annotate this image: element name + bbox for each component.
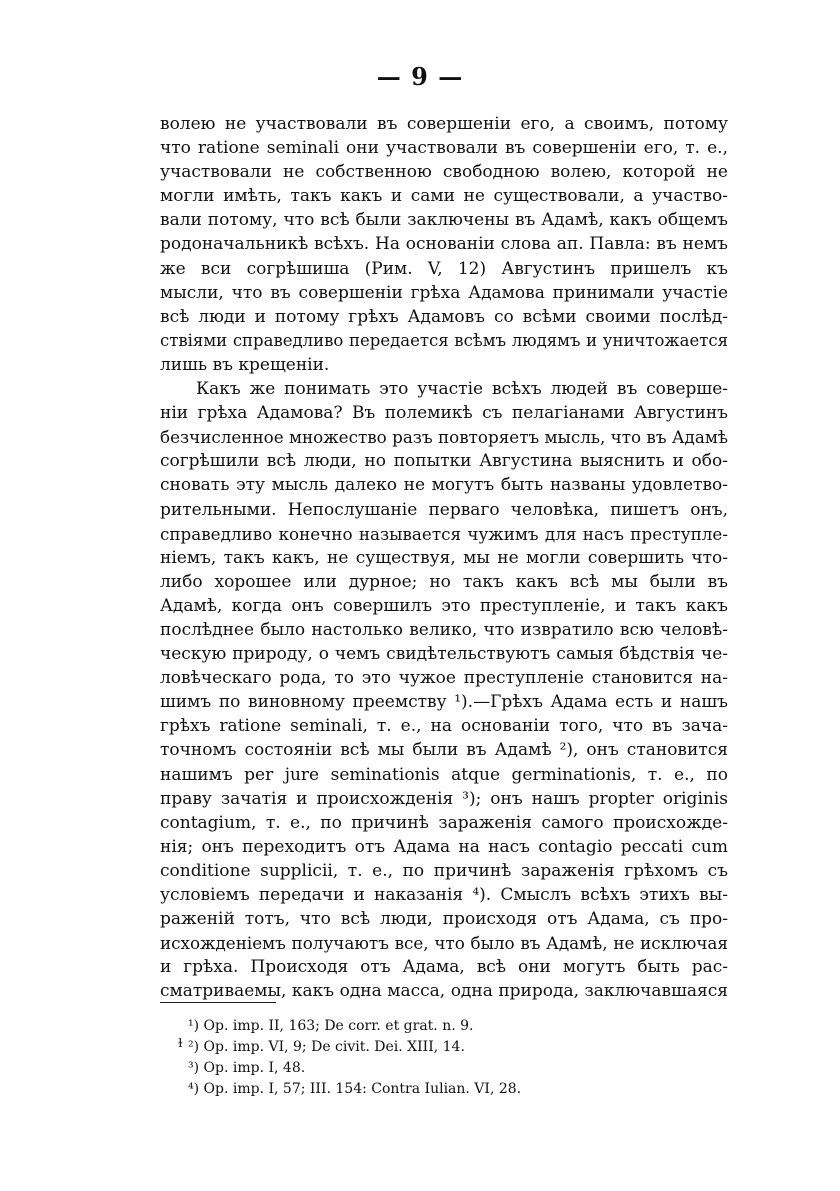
text-line: волею не участвовали въ совершеніи его, а своимъ, потому (160, 114, 728, 134)
text-line: родоначальникѣ всѣхъ. На основаніи слова ап. Павла: въ немъ (160, 234, 728, 255)
text-line: ловѣческаго рода, то это чужое преступленіе становится на- (160, 668, 728, 689)
text-line: точномъ состояніи всѣ мы были въ Адамѣ ²), онъ становится (160, 740, 728, 761)
footnote-3: ³) Op. imp. I, 48. (188, 1060, 306, 1076)
text-line: ніи грѣха Адамова? Въ полемикѣ съ пелагіанами Августинъ (160, 403, 728, 424)
text-line: раженій тотъ, что всѣ люди, происходя отъ Адама, съ про- (160, 909, 728, 930)
text-line: справедливо конечно называется чужимъ для насъ преступле- (160, 523, 728, 544)
text-line: ческую природу, о чемъ свидѣтельствуютъ самыя бѣдствія че- (160, 644, 728, 665)
footnote-2: ²) Op. imp. VI, 9; De civit. Dei. XIII, 14. (188, 1039, 465, 1055)
text-line: conditione supplicii, т. е., по причинѣ зараженія грѣхомъ съ (160, 860, 728, 881)
footnote-4: ⁴) Op. imp. I, 57; III. 154: Contra Iulian. VI, 28. (188, 1081, 522, 1097)
text-line: же вси согрѣшиша (Рим. V, 12) Августинъ пришелъ къ (160, 258, 728, 279)
text-line: contagium, т. е., по причинѣ зараженія самого происхожде- (160, 812, 728, 833)
text-line: условіемъ передачи и наказанія ⁴). Смыслъ всѣхъ этихъ вы- (160, 885, 728, 905)
text-line: нія; онъ переходитъ отъ Адама на насъ contagio peccati cum (160, 836, 728, 857)
text-line: либо хорошее или дурное; но такъ какъ всѣ мы были въ (160, 571, 728, 592)
text-line: ніемъ, такъ какъ, не существуя, мы не могли совершить что- (160, 547, 728, 568)
text-line: праву зачатія и происхожденія ³); онъ нашъ propter originis (160, 788, 728, 809)
text-line: всѣ люди и потому грѣхъ Адамовъ со всѣми своими послѣд- (160, 306, 728, 327)
footnote-1: ¹) Op. imp. II, 163; De corr. et grat. n. 9. (188, 1018, 474, 1034)
text-line: Адамѣ, когда онъ совершилъ это преступленіе, и такъ какъ (160, 595, 728, 616)
text-line: могли имѣть, такъ какъ и сами не существовали, а участво- (160, 186, 728, 207)
text-line: шимъ по виновному преемству ¹).—Грѣхъ Адама есть и нашъ (160, 692, 728, 713)
text-line: и грѣха. Происходя отъ Адама, всѣ они могутъ быть рас- (160, 957, 728, 978)
text-line: исхожденіемъ получаютъ все, что было въ Адамѣ, не исключая (160, 933, 728, 954)
text-line: рительными. Непослушаніе перваго человѣка, пишетъ онъ, (160, 499, 728, 520)
text-line: грѣхъ ratione seminali, т. е., на основаніи того, что въ зача- (160, 716, 728, 737)
margin-mark: ɫ (178, 1036, 183, 1050)
text-line: сновать эту мысль далеко не могутъ быть названы удовлетво- (160, 475, 728, 496)
text-line: нашимъ per jure seminationis atque germinationis, т. е., по (160, 764, 728, 785)
text-line: послѣднее было настолько велико, что извратило всю человѣ- (160, 619, 728, 640)
page-number: — 9 — (376, 62, 464, 91)
text-line: безчисленное множество разъ повторяетъ мысль, что въ Адамѣ (160, 427, 728, 448)
text-line: вали потому, что всѣ были заключены въ Адамѣ, какъ общемъ (160, 210, 728, 231)
text-line-paragraph-start: Какъ же понимать это участіе всѣхъ людей въ соверше- (196, 379, 728, 400)
text-line: согрѣшили всѣ люди, но попытки Августина выяснить и обо- (160, 451, 728, 472)
text-line: что ratione seminali они участвовали въ совершеніи его, т. е., (160, 138, 728, 159)
text-line: ствіями справедливо передается всѣмъ людямъ и уничтожается (160, 330, 728, 350)
text-line: сматриваемы, какъ одна масса, одна природа, заключавшаяся (160, 981, 728, 1002)
text-line: участвовали не собственною свободною волею, которой не (160, 162, 728, 183)
body-text (160, 112, 728, 1003)
footnotes (188, 1016, 708, 1100)
text-line-paragraph-end: лишь въ крещеніи. (160, 354, 330, 375)
footnote-divider (160, 1002, 276, 1003)
text-line: мысли, что въ совершеніи грѣха Адамова принимали участіе (160, 282, 728, 303)
